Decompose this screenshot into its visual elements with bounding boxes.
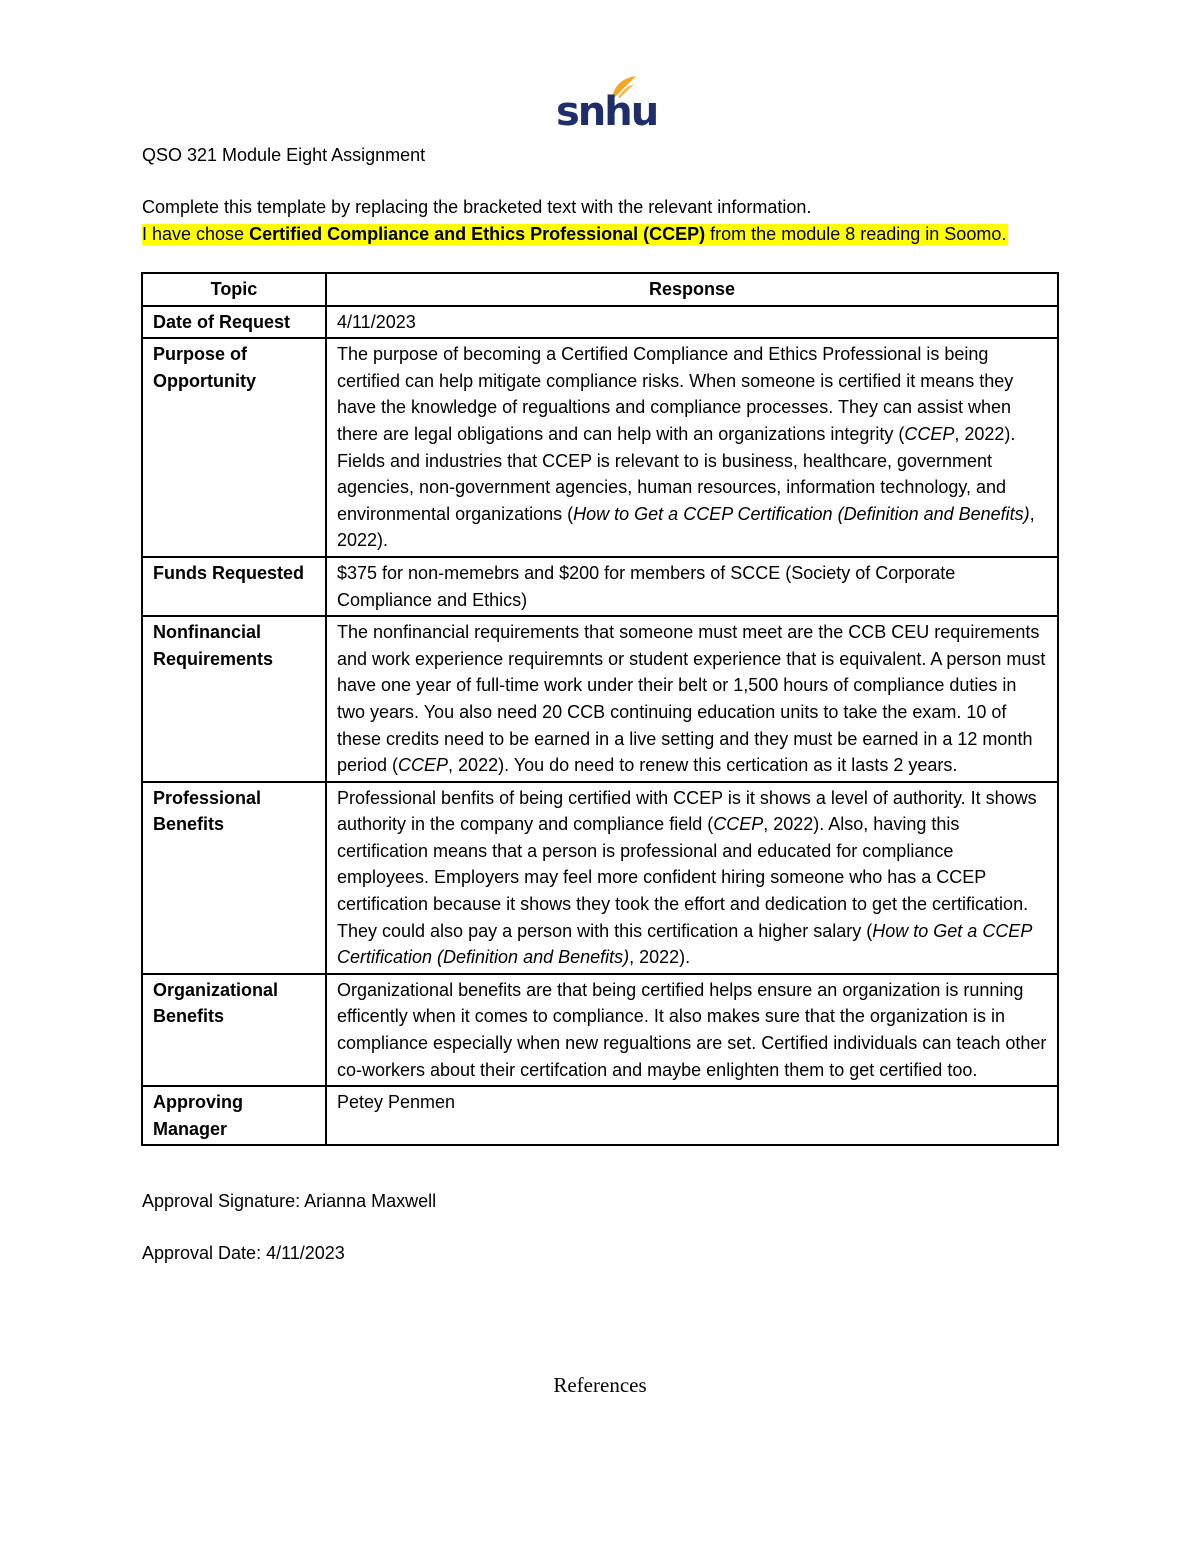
organizational-label: Organizational Benefits [142, 974, 326, 1086]
table-header-row [142, 273, 1058, 306]
purpose-text-3: , 2022). [337, 503, 1035, 551]
nonfinancial-cite-1: CCEP [398, 755, 449, 776]
highlighted-choice [142, 224, 1008, 245]
highlight-bold: Certified Compliance and Ethics Professional (CCEP) [249, 224, 706, 244]
nonfinancial-label: Nonfinancial Requirements [142, 616, 326, 782]
manager-label: Approving Manager [142, 1086, 326, 1145]
funds-value: $375 for non-memebrs and $200 for members of SCCE (Society of Corporate Compliance and Ethics) [326, 557, 1058, 616]
purpose-text-2: , 2022). Fields and industries that CCEP is relevant to is business, healthcare, government agencies, non-government agencies, human resources, information technology, and environmental organizations ( [337, 423, 1016, 524]
organizational-value: Organizational benefits are that being certified helps ensure an organization is running efficently when it comes to compliance. It also makes sure that the organization is in compliance especially when new regualtions are set. Certified individuals can teach other co-workers about their certifcation and maybe enlighten them to get certified too. [326, 974, 1058, 1086]
professional-text-3: , 2022). [629, 947, 691, 968]
references-heading: References [553, 1373, 647, 1397]
highlight-prefix: I have chose [142, 224, 250, 244]
professional-text-1: Professional benfits of being certified with CCEP is it shows a level of authority. It shows authority in the company and compliance field ( [337, 787, 1037, 835]
nonfinancial-text-2: , 2022). You do need to renew this certication as it lasts 2 years. [448, 755, 958, 776]
professional-label: Professional Benefits [142, 782, 326, 974]
funds-label: Funds Requested [142, 557, 326, 616]
date-request-label: Date of Request [142, 306, 326, 339]
table-row [142, 557, 1058, 616]
purpose-text-1: The purpose of becoming a Certified Compliance and Ethics Professional is being certified can help mitigate compliance risks. When someone is certified it means they have the knowledge of regualtions and compliance processes. They can assist when there are legal obligations and can help with an organizations integrity ( [337, 344, 1014, 444]
nonfinancial-text-1: The nonfinancial requirements that someone must meet are the CCB CEU requirements and work experience requiremnts or student experience that is equivalent. A person must have one year of full-time work under their belt or 1,500 hours of compliance duties in two years. You also need 20 CCB continuing education units to take the exam. 10 of these credits need to be earned in a live setting and they must be earned in a 12 month period ( [337, 622, 1046, 776]
professional-cite-1: CCEP [713, 814, 764, 835]
table-row [142, 974, 1058, 1086]
professional-text-2: , 2022). Also, having this certification means that a person is professional and educated for compliance employees. Employers may feel more confident hiring someone who has a CCEP certification because it shows they took the effort and dedication to get the certification. They could also pay a person with this certification a higher salary ( [337, 814, 1029, 941]
purpose-cite-2: How to Get a CCEP Certification (Definition and Benefits) [573, 503, 1030, 524]
header-response: Response [326, 273, 1058, 306]
purpose-cite-1: CCEP [904, 423, 955, 444]
instructions: Complete this template by replacing the bracketed text with the relevant information. [142, 197, 812, 217]
approval-signature: Approval Signature: Arianna Maxwell [142, 1191, 437, 1211]
table-row [142, 338, 1058, 557]
approval-date: Approval Date: 4/11/2023 [142, 1243, 345, 1263]
nonfinancial-value [326, 616, 1058, 782]
page-title: QSO 321 Module Eight Assignment [142, 145, 426, 165]
header-topic: Topic [142, 273, 326, 306]
table-row [142, 782, 1058, 974]
highlight-suffix: from the module 8 reading in Soomo. [705, 224, 1007, 244]
table-row [142, 616, 1058, 782]
purpose-value [326, 338, 1058, 557]
snhu-logo [556, 74, 658, 135]
professional-cite-2: How to Get a CCEP Certification (Definition and Benefits) [337, 920, 1032, 968]
purpose-label: Purpose of Opportunity [142, 338, 326, 557]
request-table [141, 272, 1059, 1146]
date-request-value: 4/11/2023 [326, 306, 1058, 339]
table-row [142, 306, 1058, 339]
manager-value: Petey Penmen [326, 1086, 1058, 1145]
logo-text: snhu [556, 89, 658, 135]
table-row [142, 1086, 1058, 1145]
professional-value [326, 782, 1058, 974]
